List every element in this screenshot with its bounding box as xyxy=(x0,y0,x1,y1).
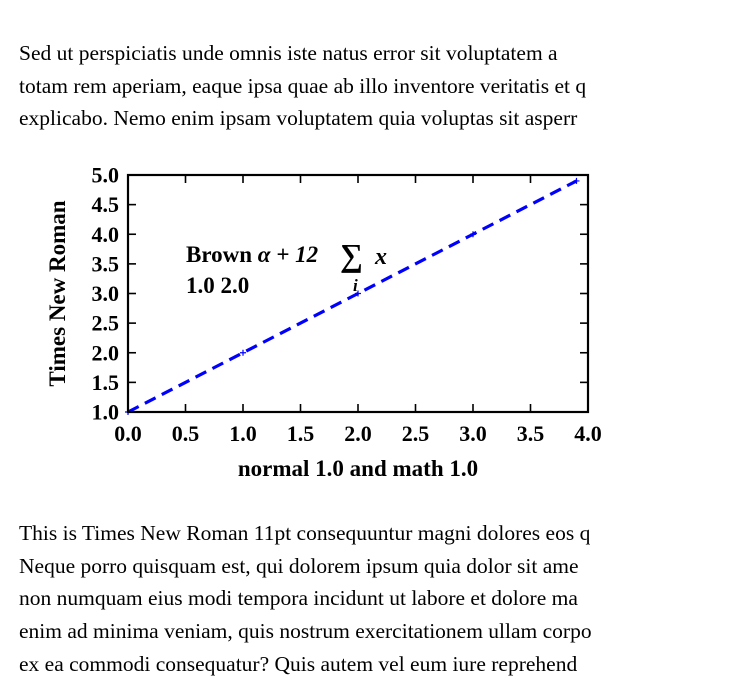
x-axis-ticks xyxy=(114,175,602,446)
text-line: This is Times New Roman 11pt consequuntur magni dolores eos q xyxy=(19,521,591,545)
x-tick-label: 2.5 xyxy=(401,421,430,446)
text-line: ex ea commodi consequatur? Quis autem vel eum iure reprehend xyxy=(19,651,578,676)
x-tick-label: 3.0 xyxy=(459,421,487,446)
data-point-marker xyxy=(240,350,246,356)
x-tick-label: 1.5 xyxy=(286,421,315,446)
annotation-sum-symbol: ∑ xyxy=(340,237,363,273)
text-line: totam rem aperiam, eaque ipsa quae ab illo inventore veritatis et q xyxy=(19,73,587,98)
text-line: explicabo. Nemo enim ipsam voluptatem quia voluptas sit asperr xyxy=(19,106,578,131)
annotation-sum-var: x xyxy=(375,244,387,270)
y-axis-label: Times New Roman xyxy=(45,200,70,387)
y-tick-label: 1.5 xyxy=(91,369,119,395)
svg-text:Brown α + 12 xyxy=(186,242,318,267)
text-line: non numquam eius modi tempora incidunt ut labore et dolore ma xyxy=(19,586,578,611)
annotation-math: α + 12 xyxy=(257,242,319,267)
y-axis-ticks xyxy=(92,163,589,425)
x-axis-label: normal 1.0 and math 1.0 xyxy=(237,456,479,481)
y-tick-label: 4.0 xyxy=(91,221,119,247)
x-tick-label: 4.0 xyxy=(574,421,602,446)
x-tick-label: 3.5 xyxy=(516,421,545,446)
chart-annotation xyxy=(186,237,387,298)
x-tick-label: 0.5 xyxy=(171,421,200,446)
y-tick-label: 3.5 xyxy=(91,251,119,277)
y-tick-label: 1.0 xyxy=(91,399,119,425)
x-tick-label: 2.0 xyxy=(344,421,372,446)
paragraph-bottom xyxy=(19,517,592,681)
y-tick-label: 4.5 xyxy=(91,192,119,218)
y-tick-label: 2.0 xyxy=(91,340,119,366)
annotation-line2: 1.0 2.0 xyxy=(186,273,250,298)
text-line: enim ad minima veniam, quis nostrum exercitationem ullam corpo xyxy=(19,619,592,644)
y-tick-label: 3.0 xyxy=(91,281,119,306)
text-line: Neque porro quisquam est, qui dolorem ipsum quia dolor sit ame xyxy=(19,553,579,578)
y-tick-label: 2.5 xyxy=(91,310,119,336)
x-tick-label: 0.0 xyxy=(114,421,142,446)
y-tick-label: 5.0 xyxy=(91,162,119,188)
text-line: Sed ut perspiciatis unde omnis iste natus error sit voluptatem a xyxy=(19,41,558,65)
x-tick-label: 1.0 xyxy=(229,421,257,446)
annotation-text: Brown xyxy=(186,242,258,267)
annotation-sum-index: i xyxy=(353,276,358,295)
